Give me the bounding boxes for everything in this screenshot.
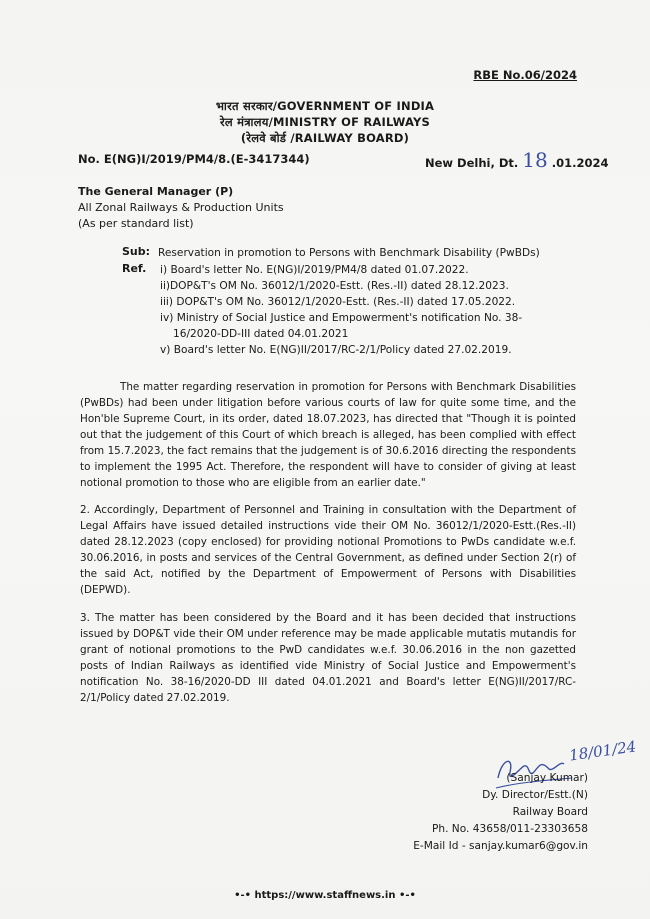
paragraph-1 <box>80 379 576 491</box>
document-reference-number: RBE No.06/2024 <box>473 68 577 82</box>
letter-number: No. E(NG)I/2019/PM4/8.(E-3417344) <box>78 152 310 166</box>
reference-item: ii)DOP&T's OM No. 36012/1/2020-Estt. (Res.-II) dated 28.12.2023. <box>160 280 509 292</box>
paragraph-3 <box>80 610 576 706</box>
reference-item: iii) DOP&T's OM No. 36012/1/2020-Estt. (Res.-II) dated 17.05.2022. <box>160 296 516 308</box>
reference-label: Ref. <box>122 262 147 275</box>
date-prefix: New Delhi, Dt. <box>425 156 519 170</box>
addressee-line-3: (As per standard list) <box>78 217 194 230</box>
handwritten-day: 18 <box>522 148 548 172</box>
signatory-phone: Ph. No. 43658/011-23303658 <box>431 823 588 835</box>
signatory-designation: Dy. Director/Estt.(N) <box>482 789 588 801</box>
reference-list <box>160 262 522 358</box>
paragraph-3-text: 3. The matter has been considered by the Board and it has been decided that instructions issued by DOP&T vide their OM under reference may be made applicable mutatis mutandis for grant of notional promotions to the PwD candidates w.e.f. 30.06.2016 in the non gazetted posts of Indian Railways as identified vide Ministry of Social Justice and Empowerment's notification No. 38-16/2020-DD III dated 04.01.2021 and Board's letter E(NG)II/2017/RC-2/1/Policy dated 27.02.2019. <box>80 612 576 704</box>
handwritten-signature-date: 18/01/24 <box>568 737 638 765</box>
addressee-block <box>78 184 284 232</box>
header-board: (रेलवे बोर्ड /RAILWAY BOARD) <box>240 131 410 145</box>
reference-item: i) Board's letter No. E(NG)I/2019/PM4/8 dated 01.07.2022. <box>160 264 469 276</box>
reference-item: 16/2020-DD-III dated 04.01.2021 <box>173 328 349 340</box>
reference-item: iv) Ministry of Social Justice and Empowerment's notification No. 38- <box>160 312 523 324</box>
signatory-name: (Sanjay Kumar) <box>506 772 588 784</box>
addressee-line-2: All Zonal Railways & Production Units <box>78 201 284 214</box>
paragraph-2 <box>80 502 576 598</box>
paragraph-2-text: 2. Accordingly, Department of Personnel and Training in consultation with the Department of Legal Affairs have issued detailed instructions vide their OM No. 36012/1/2020-Estt.(Res.-II) dated 28.12.2023 (copy enclosed) for providing notional Promotions to PwDs candidate w.e.f. 30.06.2016, in posts and services of the Central Government, as defined under Section 2(r) of the said Act, notified by the Department of Empowerment of Persons with Disabilities (DEPWD). <box>80 504 576 596</box>
letter-date <box>425 150 608 170</box>
signatory-office: Railway Board <box>512 806 588 818</box>
header-government: भारत सरकार/GOVERNMENT OF INDIA <box>215 99 435 113</box>
header-ministry: रेल मंत्रालय/MINISTRY OF RAILWAYS <box>220 115 430 129</box>
signature-block <box>413 770 588 855</box>
subject-label: Sub: <box>122 245 151 258</box>
signatory-email: E-Mail Id - sanjay.kumar6@gov.in <box>413 840 588 852</box>
footer-link[interactable]: •-• https://www.staffnews.in •-• <box>234 890 416 901</box>
reference-item: v) Board's letter No. E(NG)II/2017/RC-2/1/Policy dated 27.02.2019. <box>160 344 512 356</box>
date-suffix: .01.2024 <box>551 156 609 170</box>
addressee-line-1: The General Manager (P) <box>78 185 234 198</box>
paragraph-1-text: The matter regarding reservation in promotion for Persons with Benchmark Disabilities (PwBDs) had been under litigation before various courts of law for quite some time, and the Hon'ble Supreme Court, in its order, dated 18.07.2023, has directed that "Though it is pointed out that the judgement of this Court of which breach is alleged, has been complied with effect from 15.7.2023, the fact remains that the judgement is of 30.6.2016 directing the respondents to implement the 1995 Act. Therefore, the respondent will have to consider of giving at least notional promotion to those who are eligible from an earlier date." <box>80 381 576 489</box>
subject-text: Reservation in promotion to Persons with Benchmark Disability (PwBDs) <box>158 247 540 259</box>
